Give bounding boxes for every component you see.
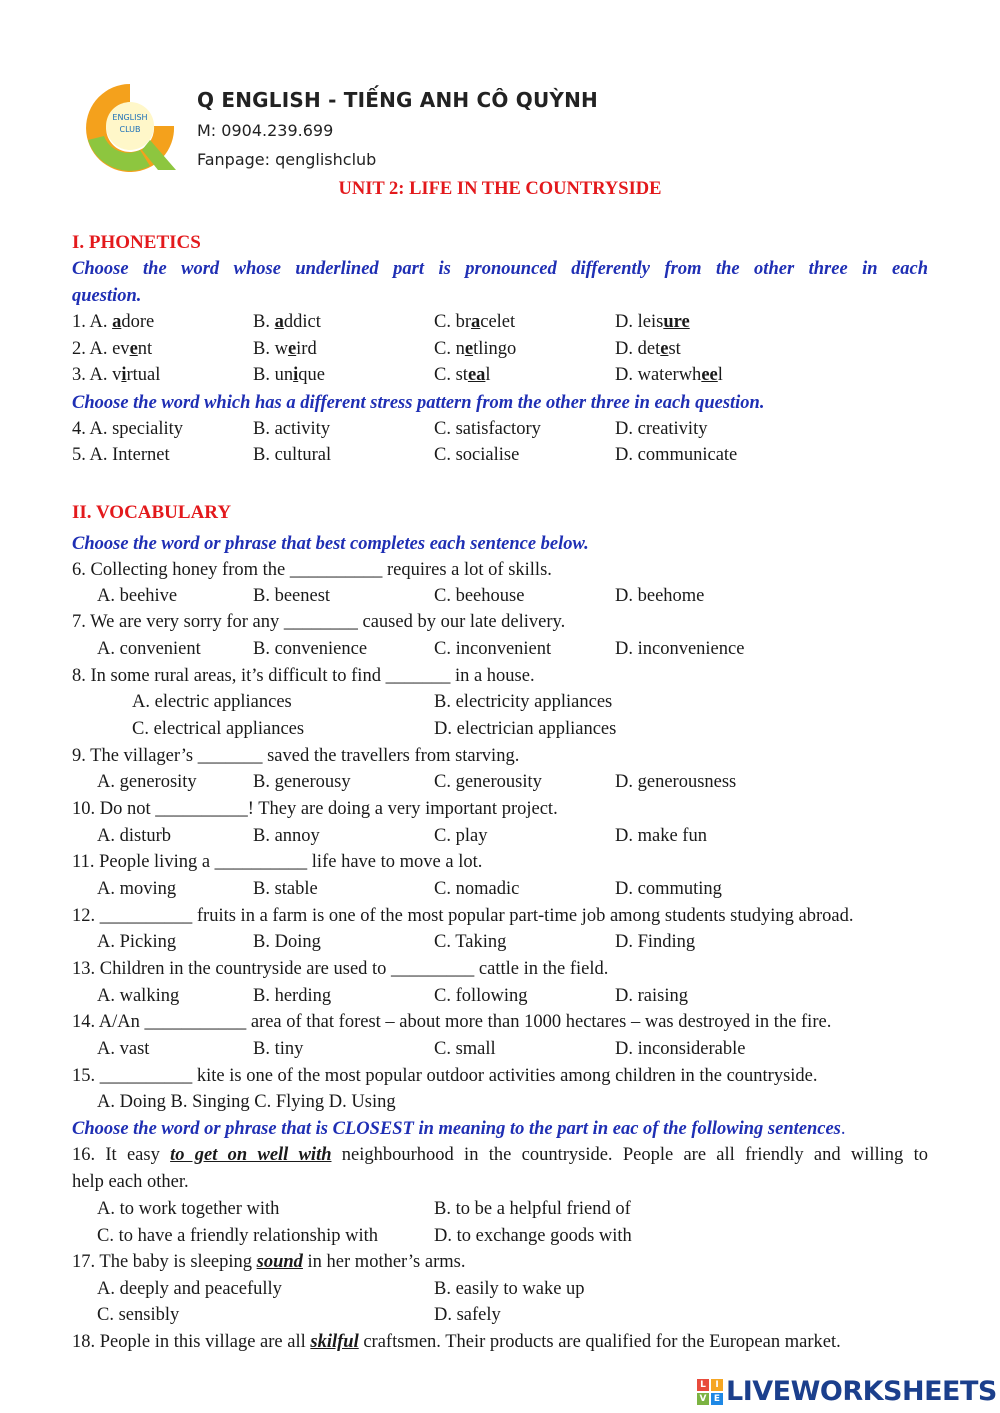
q15-options[interactable]: A. Doing B. Singing C. Flying D. Using: [97, 1092, 396, 1112]
q9-option-b[interactable]: B. generousy: [253, 772, 351, 792]
q6-option-a[interactable]: A. beehive: [97, 586, 178, 606]
q6-option-c[interactable]: C. beehouse: [434, 586, 525, 606]
q17-option-d[interactable]: D. safely: [434, 1305, 501, 1325]
option-d[interactable]: D. waterwheel: [615, 365, 723, 385]
q8-option-a[interactable]: A. electric appliances: [132, 692, 292, 712]
q16-option-a[interactable]: A. to work together with: [97, 1199, 280, 1219]
q10-option-b[interactable]: B. annoy: [253, 826, 320, 846]
liveworksheets-brand: LIVEWORKSHEETS: [726, 1376, 997, 1407]
vocabulary-instruction-1: Choose the word or phrase that best completes each sentence below.: [72, 534, 589, 554]
q8-option-b[interactable]: B. electricity appliances: [434, 692, 613, 712]
q12-option-a[interactable]: A. Picking: [97, 932, 177, 952]
q14-option-c[interactable]: C. small: [434, 1039, 496, 1059]
vocabulary-instruction-2: Choose the word or phrase that is CLOSEST in meaning to the part in eac of the following sentences.: [72, 1119, 846, 1139]
q13-option-d[interactable]: D. raising: [615, 986, 688, 1006]
question-16-stem-cont: help each other.: [72, 1172, 189, 1192]
q17-option-a[interactable]: A. deeply and peacefully: [97, 1279, 282, 1299]
question-17-stem: 17. The baby is sleeping sound in her mother’s arms.: [72, 1252, 466, 1272]
question-11-stem: 11. People living a __________ life have to move a lot.: [72, 852, 483, 872]
option-b[interactable]: B. activity: [253, 419, 331, 439]
svg-text:ENGLISH: ENGLISH: [112, 113, 148, 122]
question-6-stem: 6. Collecting honey from the __________ requires a lot of skills.: [72, 560, 552, 580]
q6-option-b[interactable]: B. beenest: [253, 586, 331, 606]
option-d[interactable]: D. leisure: [615, 312, 690, 332]
q12-option-d[interactable]: D. Finding: [615, 932, 696, 952]
club-logo: [80, 80, 180, 172]
option-c[interactable]: C. satisfactory: [434, 419, 541, 439]
question-18-stem: 18. People in this village are all skilful craftsmen. Their products are qualified for the European market.: [72, 1332, 841, 1352]
q14-option-b[interactable]: B. tiny: [253, 1039, 304, 1059]
brand-name: Q ENGLISH - TIẾNG ANH CÔ QUỲNH: [197, 88, 598, 112]
q11-option-b[interactable]: B. stable: [253, 879, 318, 899]
q7-option-d[interactable]: D. inconvenience: [615, 639, 745, 659]
question-16-stem: 16. It easy to get on well with neighbourhood in the countryside. People are all friendly and willing to: [72, 1145, 928, 1165]
q13-option-c[interactable]: C. following: [434, 986, 528, 1006]
phonetics-instruction-1-cont: question.: [72, 286, 142, 306]
q10-option-d[interactable]: D. make fun: [615, 826, 707, 846]
option-c[interactable]: C. socialise: [434, 445, 520, 465]
option-b[interactable]: B. weird: [253, 339, 317, 359]
q11-option-a[interactable]: A. moving: [97, 879, 177, 899]
key-word: skilful: [310, 1332, 359, 1352]
option-d[interactable]: D. creativity: [615, 419, 708, 439]
q13-option-b[interactable]: B. herding: [253, 986, 332, 1006]
phone-number: M: 0904.239.699: [197, 121, 334, 140]
q9-option-c[interactable]: C. generousity: [434, 772, 542, 792]
question-12-stem: 12. __________ fruits in a farm is one of the most popular part-time job among students studying abroad.: [72, 906, 854, 926]
q7-option-c[interactable]: C. inconvenient: [434, 639, 552, 659]
q10-option-c[interactable]: C. play: [434, 826, 488, 846]
question-9-stem: 9. The villager’s _______ saved the travellers from starving.: [72, 746, 520, 766]
option-b[interactable]: B. unique: [253, 365, 325, 385]
q9-option-a[interactable]: A. generosity: [97, 772, 197, 792]
liveworksheets-logo[interactable]: [697, 1376, 997, 1407]
q16-option-c[interactable]: C. to have a friendly relationship with: [97, 1226, 379, 1246]
option-b[interactable]: B. cultural: [253, 445, 332, 465]
q13-option-a[interactable]: A. walking: [97, 986, 180, 1006]
option-c[interactable]: C. bracelet: [434, 312, 516, 332]
q16-option-b[interactable]: B. to be a helpful friend of: [434, 1199, 631, 1219]
section-phonetics-heading: I. PHONETICS: [72, 232, 201, 253]
q17-option-c[interactable]: C. sensibly: [97, 1305, 180, 1325]
option-c[interactable]: C. steal: [434, 365, 491, 385]
q12-option-c[interactable]: C. Taking: [434, 932, 507, 952]
key-phrase: to get on well with: [170, 1145, 332, 1165]
question-13-stem: 13. Children in the countryside are used to _________ cattle in the field.: [72, 959, 609, 979]
option-b[interactable]: B. addict: [253, 312, 321, 332]
unit-title: UNIT 2: LIFE IN THE COUNTRYSIDE: [338, 179, 662, 199]
q11-option-d[interactable]: D. commuting: [615, 879, 722, 899]
option-d[interactable]: D. communicate: [615, 445, 738, 465]
q10-option-a[interactable]: A. disturb: [97, 826, 171, 846]
question-14-stem: 14. A/An ___________ area of that forest – about more than 1000 hectares – was destroyed in the fire.: [72, 1012, 832, 1032]
q12-option-b[interactable]: B. Doing: [253, 932, 321, 952]
fanpage: Fanpage: qenglishclub: [197, 150, 377, 169]
phonetics-instruction-2: Choose the word which has a different stress pattern from the other three in each question.: [72, 393, 765, 413]
section-vocabulary-heading: II. VOCABULARY: [72, 502, 232, 523]
question-8-stem: 8. In some rural areas, it’s difficult to find _______ in a house.: [72, 666, 535, 686]
q8-option-c[interactable]: C. electrical appliances: [132, 719, 305, 739]
q11-option-c[interactable]: C. nomadic: [434, 879, 520, 899]
q14-option-d[interactable]: D. inconsiderable: [615, 1039, 746, 1059]
q7-option-b[interactable]: B. convenience: [253, 639, 368, 659]
key-word: sound: [256, 1252, 303, 1272]
option-a[interactable]: 3. A. virtual: [72, 365, 161, 385]
q8-option-d[interactable]: D. electrician appliances: [434, 719, 617, 739]
option-c[interactable]: C. netlingo: [434, 339, 517, 359]
q6-option-d[interactable]: D. beehome: [615, 586, 705, 606]
option-d[interactable]: D. detest: [615, 339, 681, 359]
q16-option-d[interactable]: D. to exchange goods with: [434, 1226, 632, 1246]
q9-option-d[interactable]: D. generousness: [615, 772, 737, 792]
question-number: 1. A. adore: [72, 312, 155, 332]
question-7-stem: 7. We are very sorry for any ________ caused by our late delivery.: [72, 612, 566, 632]
phonetics-instruction-1: Choose the word whose underlined part is pronounced differently from the other three in each: [72, 259, 928, 279]
liveworksheets-icon: L I V E: [697, 1379, 723, 1405]
question-10-stem: 10. Do not __________! They are doing a very important project.: [72, 799, 558, 819]
option-a[interactable]: 4. A. speciality: [72, 419, 183, 439]
q17-option-b[interactable]: B. easily to wake up: [434, 1279, 585, 1299]
q7-option-a[interactable]: A. convenient: [97, 639, 201, 659]
option-a[interactable]: 2. A. event: [72, 339, 153, 359]
q14-option-a[interactable]: A. vast: [97, 1039, 150, 1059]
svg-text:CLUB: CLUB: [119, 125, 141, 134]
option-a[interactable]: 5. A. Internet: [72, 445, 170, 465]
question-15-stem: 15. __________ kite is one of the most popular outdoor activities among children in the countryside.: [72, 1066, 818, 1086]
